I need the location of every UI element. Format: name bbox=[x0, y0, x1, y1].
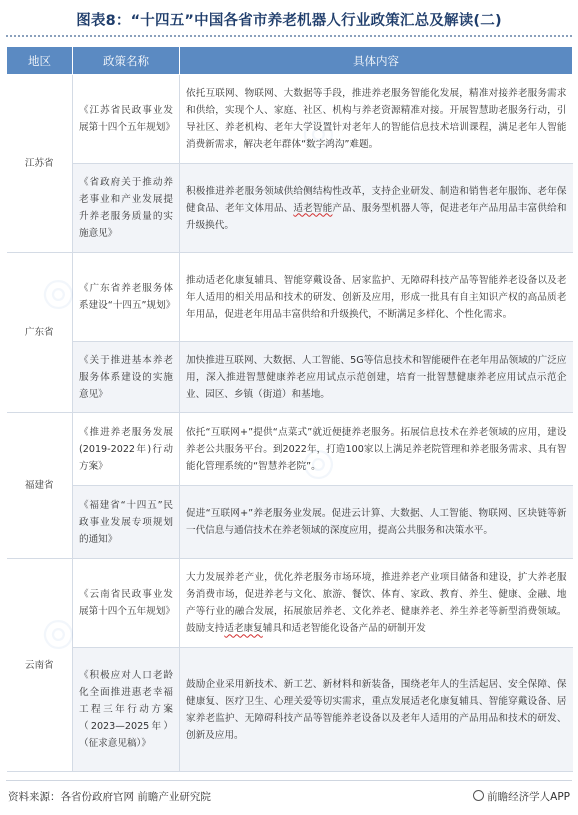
watermark-logo: ◎ bbox=[290, 104, 343, 160]
content-cell: 依托“互联网+”提供“点菜式”就近便捷养老服务。拓展信息技术在养老领域的应用，建设养老公共服务平台。到2022年，打造100家以上满足养老院管理和养老服务需求、具有智能化管理系统的“智慧养老院”。 bbox=[180, 413, 573, 486]
content-text: 产品、服务型机器人等，促进老年产品用品丰富供给和升级换代。 bbox=[186, 202, 567, 231]
content-text: 积极推进养老服务领域供给侧结构性改革，支持企业研发、制造和销售老年服饰、老年保健食品、老年文体用品、 bbox=[186, 185, 567, 214]
content-cell: 推动适老化康复辅具、智能穿戴设备、居家监护、无障碍科技产品等智能养老设备以及老年人适用的相关用品和技术的研发、创新及应用，形成一批具有自主知识产权的高品质老年用品，促进老年用品丰富供给和升级换代，不断满足多样化、个性化需求。 bbox=[180, 253, 573, 342]
policy-name-cell: 《推进养老服务发展(2019-2022年)行动方案》 bbox=[73, 413, 180, 486]
policy-name-cell: 《关于推进基本养老服务体系建设的实施意见》 bbox=[73, 342, 180, 413]
source-note: 资料来源：各省份政府官网 前瞻产业研究院 bbox=[8, 791, 211, 803]
brand-text: 前瞻经济学人APP bbox=[487, 791, 570, 803]
watermark-logo: ◎ bbox=[30, 264, 83, 320]
table-header-row bbox=[7, 47, 573, 75]
table-row bbox=[7, 486, 573, 559]
table-row bbox=[7, 559, 573, 648]
policy-table bbox=[6, 46, 573, 772]
content-cell: 加快推进互联网、大数据、人工智能、5G等信息技术和智能硬件在老年用品领域的广泛应用，深入推进智慧健康养老应用试点示范创建，培育一批智慧健康养老应用试点示范企业、园区、乡镇（街道）和基地。 bbox=[180, 342, 573, 413]
region-cell: 福建省 bbox=[7, 413, 73, 559]
region-cell: 云南省 bbox=[7, 559, 73, 772]
content-text: 大力发展养老产业，优化养老服务市场环境，推进养老产业项目储备和建设，扩大养老服务消费市场，促进养老与文化、旅游、餐饮、体育、家政、教育、养生、健康、金融、地产等行业的融合发展，拓展旅居养老、文化养老、健康养老、养生养老等新型消费领域。鼓励支持 bbox=[186, 572, 567, 635]
content-cell bbox=[180, 164, 573, 253]
table-row bbox=[7, 75, 573, 164]
header-content: 具体内容 bbox=[180, 47, 573, 75]
highlighted-term: 适老智能 bbox=[293, 202, 333, 214]
table-row bbox=[7, 164, 573, 253]
circle-at-icon bbox=[473, 790, 484, 801]
title-area bbox=[0, 0, 578, 42]
region-cell: 广东省 bbox=[7, 253, 73, 413]
table-row bbox=[7, 253, 573, 342]
content-cell: 依托互联网、物联网、大数据等手段，推进养老服务智能化发展，精准对接养老服务需求和供给，实现个人、家庭、社区、机构与养老资源精准对接。开展智慧助老服务行动，引导社区、养老机构、老年大学设置针对老年人的智能信息技术培训课程，满足老年人智能消费新需求，解决老年群体“数字鸿沟”难题。 bbox=[180, 75, 573, 164]
header-policy-name: 政策名称 bbox=[73, 47, 180, 75]
table-row bbox=[7, 648, 573, 772]
content-cell: 鼓励企业采用新技术、新工艺、新材料和新装备，围绕老年人的生活起居、安全保障、保健康复、医疗卫生、心理关爱等切实需求，重点发展适老化康复辅具、智能穿戴设备、居家养老监护、无障碍科技产品等智能养老设备以及老年人适用的产品用品和技术的研发、创新及应用。 bbox=[180, 648, 573, 772]
policy-name-cell: 《江苏省民政事业发展第十四个五年规划》 bbox=[73, 75, 180, 164]
policy-name-cell: 《省政府关于推动养老事业和产业发展提升养老服务质量的实施意见》 bbox=[73, 164, 180, 253]
watermark-logo: ◎ bbox=[30, 604, 83, 660]
highlighted-term: 适老康复 bbox=[224, 623, 263, 635]
content-cell bbox=[180, 559, 573, 648]
region-cell: 江苏省 bbox=[7, 75, 73, 253]
footer bbox=[6, 780, 572, 804]
table-row bbox=[7, 342, 573, 413]
policy-name-cell: 《福建省“十四五”民政事业发展专项规划的通知》 bbox=[73, 486, 180, 559]
watermark-logo: ◎ bbox=[290, 434, 343, 490]
title-divider bbox=[6, 35, 572, 37]
page-title: 图表8：“十四五”中国各省市养老机器人行业政策汇总及解读(二) bbox=[76, 13, 502, 29]
policy-name-cell: 《广东省养老服务体系建设“十四五”规划》 bbox=[73, 253, 180, 342]
content-cell: 促进“互联网+”养老服务业发展。促进云计算、大数据、人工智能、物联网、区块链等新一代信息与通信技术在养老领域的深度应用，提高公共服务和决策水平。 bbox=[180, 486, 573, 559]
policy-name-cell: 《积极应对人口老龄化全面推进惠老幸福工程三年行动方案（2023—2025年）（征求意见稿）》 bbox=[73, 648, 180, 772]
content-text: 辅具和适老智能化设备产品的研制开发 bbox=[262, 623, 426, 635]
header-region: 地区 bbox=[7, 47, 73, 75]
table-row bbox=[7, 413, 573, 486]
brand-label bbox=[473, 789, 570, 804]
policy-name-cell: 《云南省民政事业发展第十四个五年规划》 bbox=[73, 559, 180, 648]
